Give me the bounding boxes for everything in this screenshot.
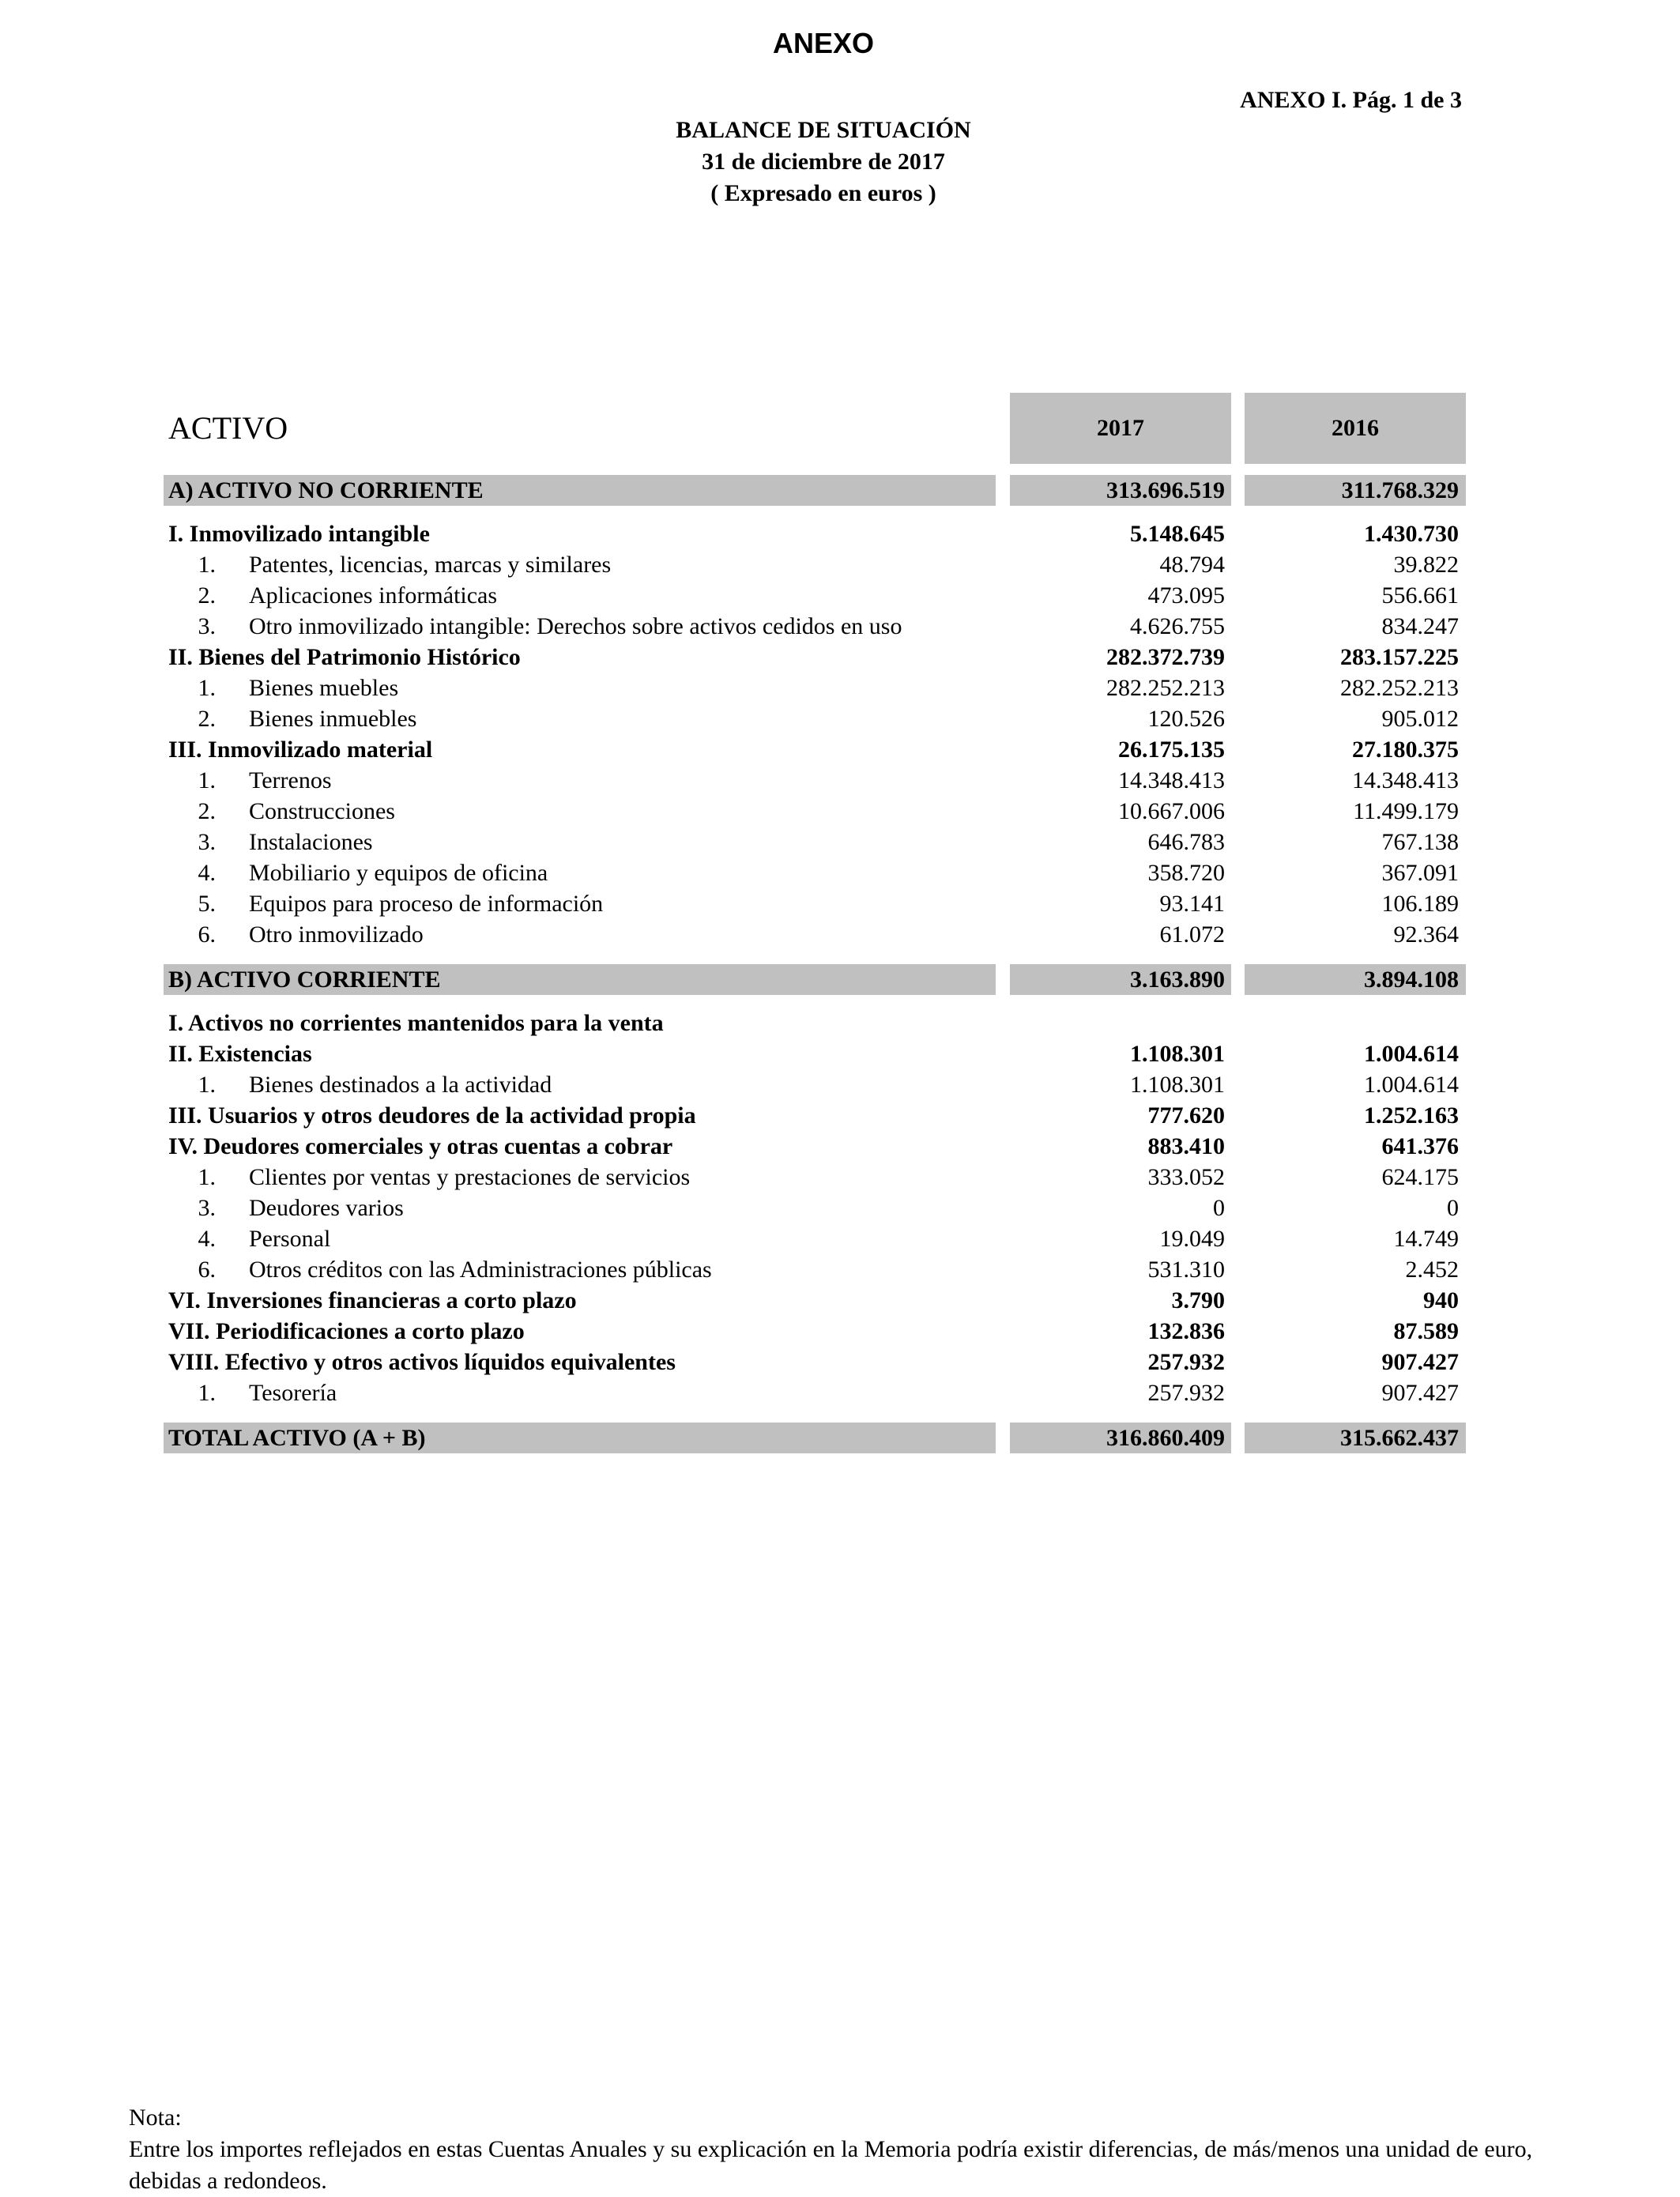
row-label: II. Bienes del Patrimonio Histórico — [168, 644, 521, 670]
item-label: Bienes muebles — [249, 675, 399, 701]
value-2017: 19.049 — [1159, 1226, 1225, 1252]
value-2016: 106.189 — [1381, 891, 1459, 917]
row-label: B) ACTIVO CORRIENTE — [168, 967, 441, 993]
group-row — [0, 642, 1680, 673]
value-2016: 311.768.329 — [1341, 477, 1459, 503]
row-label — [168, 888, 603, 919]
value-2017: 358.720 — [1147, 860, 1225, 886]
value-2016: 14.348.413 — [1352, 767, 1459, 793]
row-label: III. Usuarios y otros deudores de la actividad propia — [168, 1102, 696, 1129]
value-2016: 905.012 — [1381, 706, 1459, 732]
item-label: Equipos para proceso de información — [249, 891, 604, 917]
item-label: Bienes destinados a la actividad — [249, 1072, 552, 1098]
item-number: 6. — [198, 921, 216, 948]
item-number: 1. — [198, 1164, 216, 1190]
item-label: Deudores varios — [249, 1195, 404, 1221]
column-header-2016: 2016 — [1245, 393, 1466, 464]
section-row — [0, 1423, 1680, 1453]
item-label: Otro inmovilizado intangible: Derechos sobre activos cedidos en uso — [249, 613, 902, 639]
table-row — [0, 1223, 1680, 1254]
value-2017: 1.108.301 — [1130, 1072, 1225, 1098]
value-2016: 1.430.730 — [1364, 521, 1459, 547]
table-row — [0, 1193, 1680, 1223]
value-2017: 883.410 — [1147, 1133, 1225, 1159]
footnote-text: Entre los importes reflejados en estas Cuentas Anuales y su explicación en la Memoria podría existir diferencias, de más/menos una unidad de euro, debidas a redondeos. — [129, 2136, 1533, 2194]
value-2017: 4.626.755 — [1130, 613, 1225, 639]
value-2016: 907.427 — [1381, 1349, 1459, 1375]
value-2016: 92.364 — [1393, 921, 1459, 948]
table-row — [0, 1162, 1680, 1193]
item-number: 1. — [198, 675, 216, 701]
value-2017: 26.175.135 — [1118, 737, 1225, 763]
value-2016: 283.157.225 — [1340, 644, 1459, 670]
value-2017: 257.932 — [1147, 1349, 1225, 1375]
value-2017: 14.348.413 — [1118, 767, 1225, 793]
item-number: 4. — [198, 1226, 216, 1252]
value-2017: 1.108.301 — [1130, 1041, 1225, 1067]
value-2017: 132.836 — [1147, 1318, 1225, 1344]
value-2016: 624.175 — [1381, 1164, 1459, 1190]
value-2016: 2.452 — [1405, 1257, 1459, 1283]
value-2016: 11.499.179 — [1353, 798, 1459, 824]
item-number: 3. — [198, 613, 216, 639]
value-2016: 87.589 — [1393, 1318, 1459, 1344]
value-2016: 940 — [1423, 1287, 1459, 1313]
table-row — [0, 1377, 1680, 1408]
item-label: Instalaciones — [249, 829, 373, 855]
table-row — [0, 673, 1680, 703]
value-2016: 282.252.213 — [1340, 675, 1459, 701]
item-number: 6. — [198, 1257, 216, 1283]
table-heading: ACTIVO — [168, 410, 288, 446]
item-label: Clientes por ventas y prestaciones de servicios — [249, 1164, 691, 1190]
value-2017: 61.072 — [1159, 921, 1225, 948]
value-2016: 767.138 — [1381, 829, 1459, 855]
item-label: Terrenos — [249, 767, 332, 793]
table-row — [0, 1069, 1680, 1100]
item-label: Otro inmovilizado — [249, 921, 424, 948]
row-label — [168, 703, 416, 734]
value-2017: 313.696.519 — [1106, 477, 1225, 503]
row-label: II. Existencias — [168, 1041, 312, 1067]
document-title: ANEXO — [772, 27, 875, 59]
value-2017: 257.932 — [1147, 1380, 1225, 1406]
report-subtitle — [0, 115, 1647, 209]
value-2016: 0 — [1447, 1195, 1459, 1221]
page-reference: ANEXO I. Pág. 1 de 3 — [1240, 87, 1462, 113]
row-label — [168, 1193, 404, 1223]
table-row — [0, 580, 1680, 611]
value-2017: 3.163.890 — [1130, 967, 1225, 993]
row-label — [168, 673, 398, 703]
subtitle-line-3: ( Expresado en euros ) — [710, 180, 936, 206]
group-row — [0, 1285, 1680, 1316]
value-2017: 93.141 — [1159, 891, 1225, 917]
value-2016: 1.004.614 — [1364, 1072, 1459, 1098]
row-label — [168, 580, 497, 611]
item-number: 2. — [198, 798, 216, 824]
item-number: 1. — [198, 1380, 216, 1406]
item-label: Construcciones — [249, 798, 395, 824]
value-2016: 907.427 — [1381, 1380, 1459, 1406]
row-label: I. Inmovilizado intangible — [168, 521, 430, 547]
value-2016: 1.004.614 — [1364, 1041, 1459, 1067]
table-row — [0, 857, 1680, 888]
subtitle-line-1: BALANCE DE SITUACIÓN — [676, 117, 971, 143]
item-number: 3. — [198, 1195, 216, 1221]
item-number: 5. — [198, 891, 216, 917]
row-label — [168, 1069, 552, 1100]
item-number: 2. — [198, 706, 216, 732]
subtitle-line-2: 31 de diciembre de 2017 — [702, 149, 945, 175]
row-label — [168, 857, 548, 888]
table-row — [0, 919, 1680, 950]
item-label: Tesorería — [249, 1380, 337, 1406]
footnote-title: Nota: — [129, 2105, 182, 2131]
table-row — [0, 888, 1680, 919]
value-2017: 48.794 — [1159, 552, 1225, 578]
item-label: Personal — [249, 1226, 331, 1252]
value-2017: 3.790 — [1171, 1287, 1225, 1313]
row-label: I. Activos no corrientes mantenidos para la venta — [168, 1010, 664, 1036]
value-2016: 315.662.437 — [1340, 1425, 1459, 1451]
row-label — [168, 1162, 690, 1193]
group-row — [0, 1038, 1680, 1069]
section-row — [0, 475, 1680, 506]
group-row — [0, 518, 1680, 549]
row-label — [168, 765, 332, 796]
item-label: Patentes, licencias, marcas y similares — [249, 552, 612, 578]
table-row — [0, 703, 1680, 734]
row-label: III. Inmovilizado material — [168, 737, 433, 763]
section-row — [0, 964, 1680, 995]
group-row — [0, 1131, 1680, 1162]
item-number: 4. — [198, 860, 216, 886]
row-label: IV. Deudores comerciales y otras cuentas a cobrar — [168, 1133, 673, 1159]
row-label — [168, 1254, 712, 1285]
row-label — [168, 549, 611, 580]
table-row — [0, 765, 1680, 796]
row-label — [168, 1223, 330, 1254]
value-2017: 316.860.409 — [1106, 1425, 1225, 1451]
item-number: 2. — [198, 582, 216, 609]
value-2017: 0 — [1213, 1195, 1225, 1221]
group-row — [0, 1347, 1680, 1377]
value-2016: 641.376 — [1381, 1133, 1459, 1159]
row-label — [168, 919, 424, 950]
row-label: A) ACTIVO NO CORRIENTE — [168, 477, 484, 503]
row-label: VII. Periodificaciones a corto plazo — [168, 1318, 525, 1344]
row-label: VI. Inversiones financieras a corto plazo — [168, 1287, 577, 1313]
value-2017: 646.783 — [1147, 829, 1225, 855]
table-row — [0, 796, 1680, 827]
value-2016: 27.180.375 — [1352, 737, 1459, 763]
value-2017: 282.252.213 — [1106, 675, 1225, 701]
value-2016: 834.247 — [1381, 613, 1459, 639]
value-2017: 333.052 — [1147, 1164, 1225, 1190]
group-row — [0, 734, 1680, 765]
value-2017: 473.095 — [1147, 582, 1225, 609]
table-row — [0, 1254, 1680, 1285]
item-number: 1. — [198, 1072, 216, 1098]
group-row — [0, 1008, 1680, 1038]
value-2016: 556.661 — [1381, 582, 1459, 609]
column-header-2017: 2017 — [1010, 393, 1231, 464]
value-2017: 531.310 — [1147, 1257, 1225, 1283]
row-label: TOTAL ACTIVO (A + B) — [168, 1425, 426, 1451]
value-2016: 1.252.163 — [1364, 1102, 1459, 1129]
group-row — [0, 1316, 1680, 1347]
row-label — [168, 611, 902, 642]
value-2017: 282.372.739 — [1106, 644, 1225, 670]
item-number: 3. — [198, 829, 216, 855]
item-label: Bienes inmuebles — [249, 706, 417, 732]
value-2017: 120.526 — [1147, 706, 1225, 732]
value-2017: 777.620 — [1147, 1102, 1225, 1129]
value-2017: 5.148.645 — [1130, 521, 1225, 547]
value-2016: 367.091 — [1381, 860, 1459, 886]
item-label: Aplicaciones informáticas — [249, 582, 498, 609]
table-row — [0, 611, 1680, 642]
value-2017: 10.667.006 — [1118, 798, 1225, 824]
item-label: Mobiliario y equipos de oficina — [249, 860, 548, 886]
row-label — [168, 1377, 337, 1408]
row-label — [168, 796, 395, 827]
value-2016: 39.822 — [1393, 552, 1459, 578]
table-row — [0, 549, 1680, 580]
value-2016: 3.894.108 — [1364, 967, 1459, 993]
group-row — [0, 1100, 1680, 1131]
value-2016: 14.749 — [1393, 1226, 1459, 1252]
item-number: 1. — [198, 767, 216, 793]
item-number: 1. — [198, 552, 216, 578]
table-row — [0, 827, 1680, 857]
row-label: VIII. Efectivo y otros activos líquidos equivalentes — [168, 1349, 676, 1375]
item-label: Otros créditos con las Administraciones públicas — [249, 1257, 712, 1283]
row-label — [168, 827, 373, 857]
footnote — [129, 2102, 1551, 2197]
